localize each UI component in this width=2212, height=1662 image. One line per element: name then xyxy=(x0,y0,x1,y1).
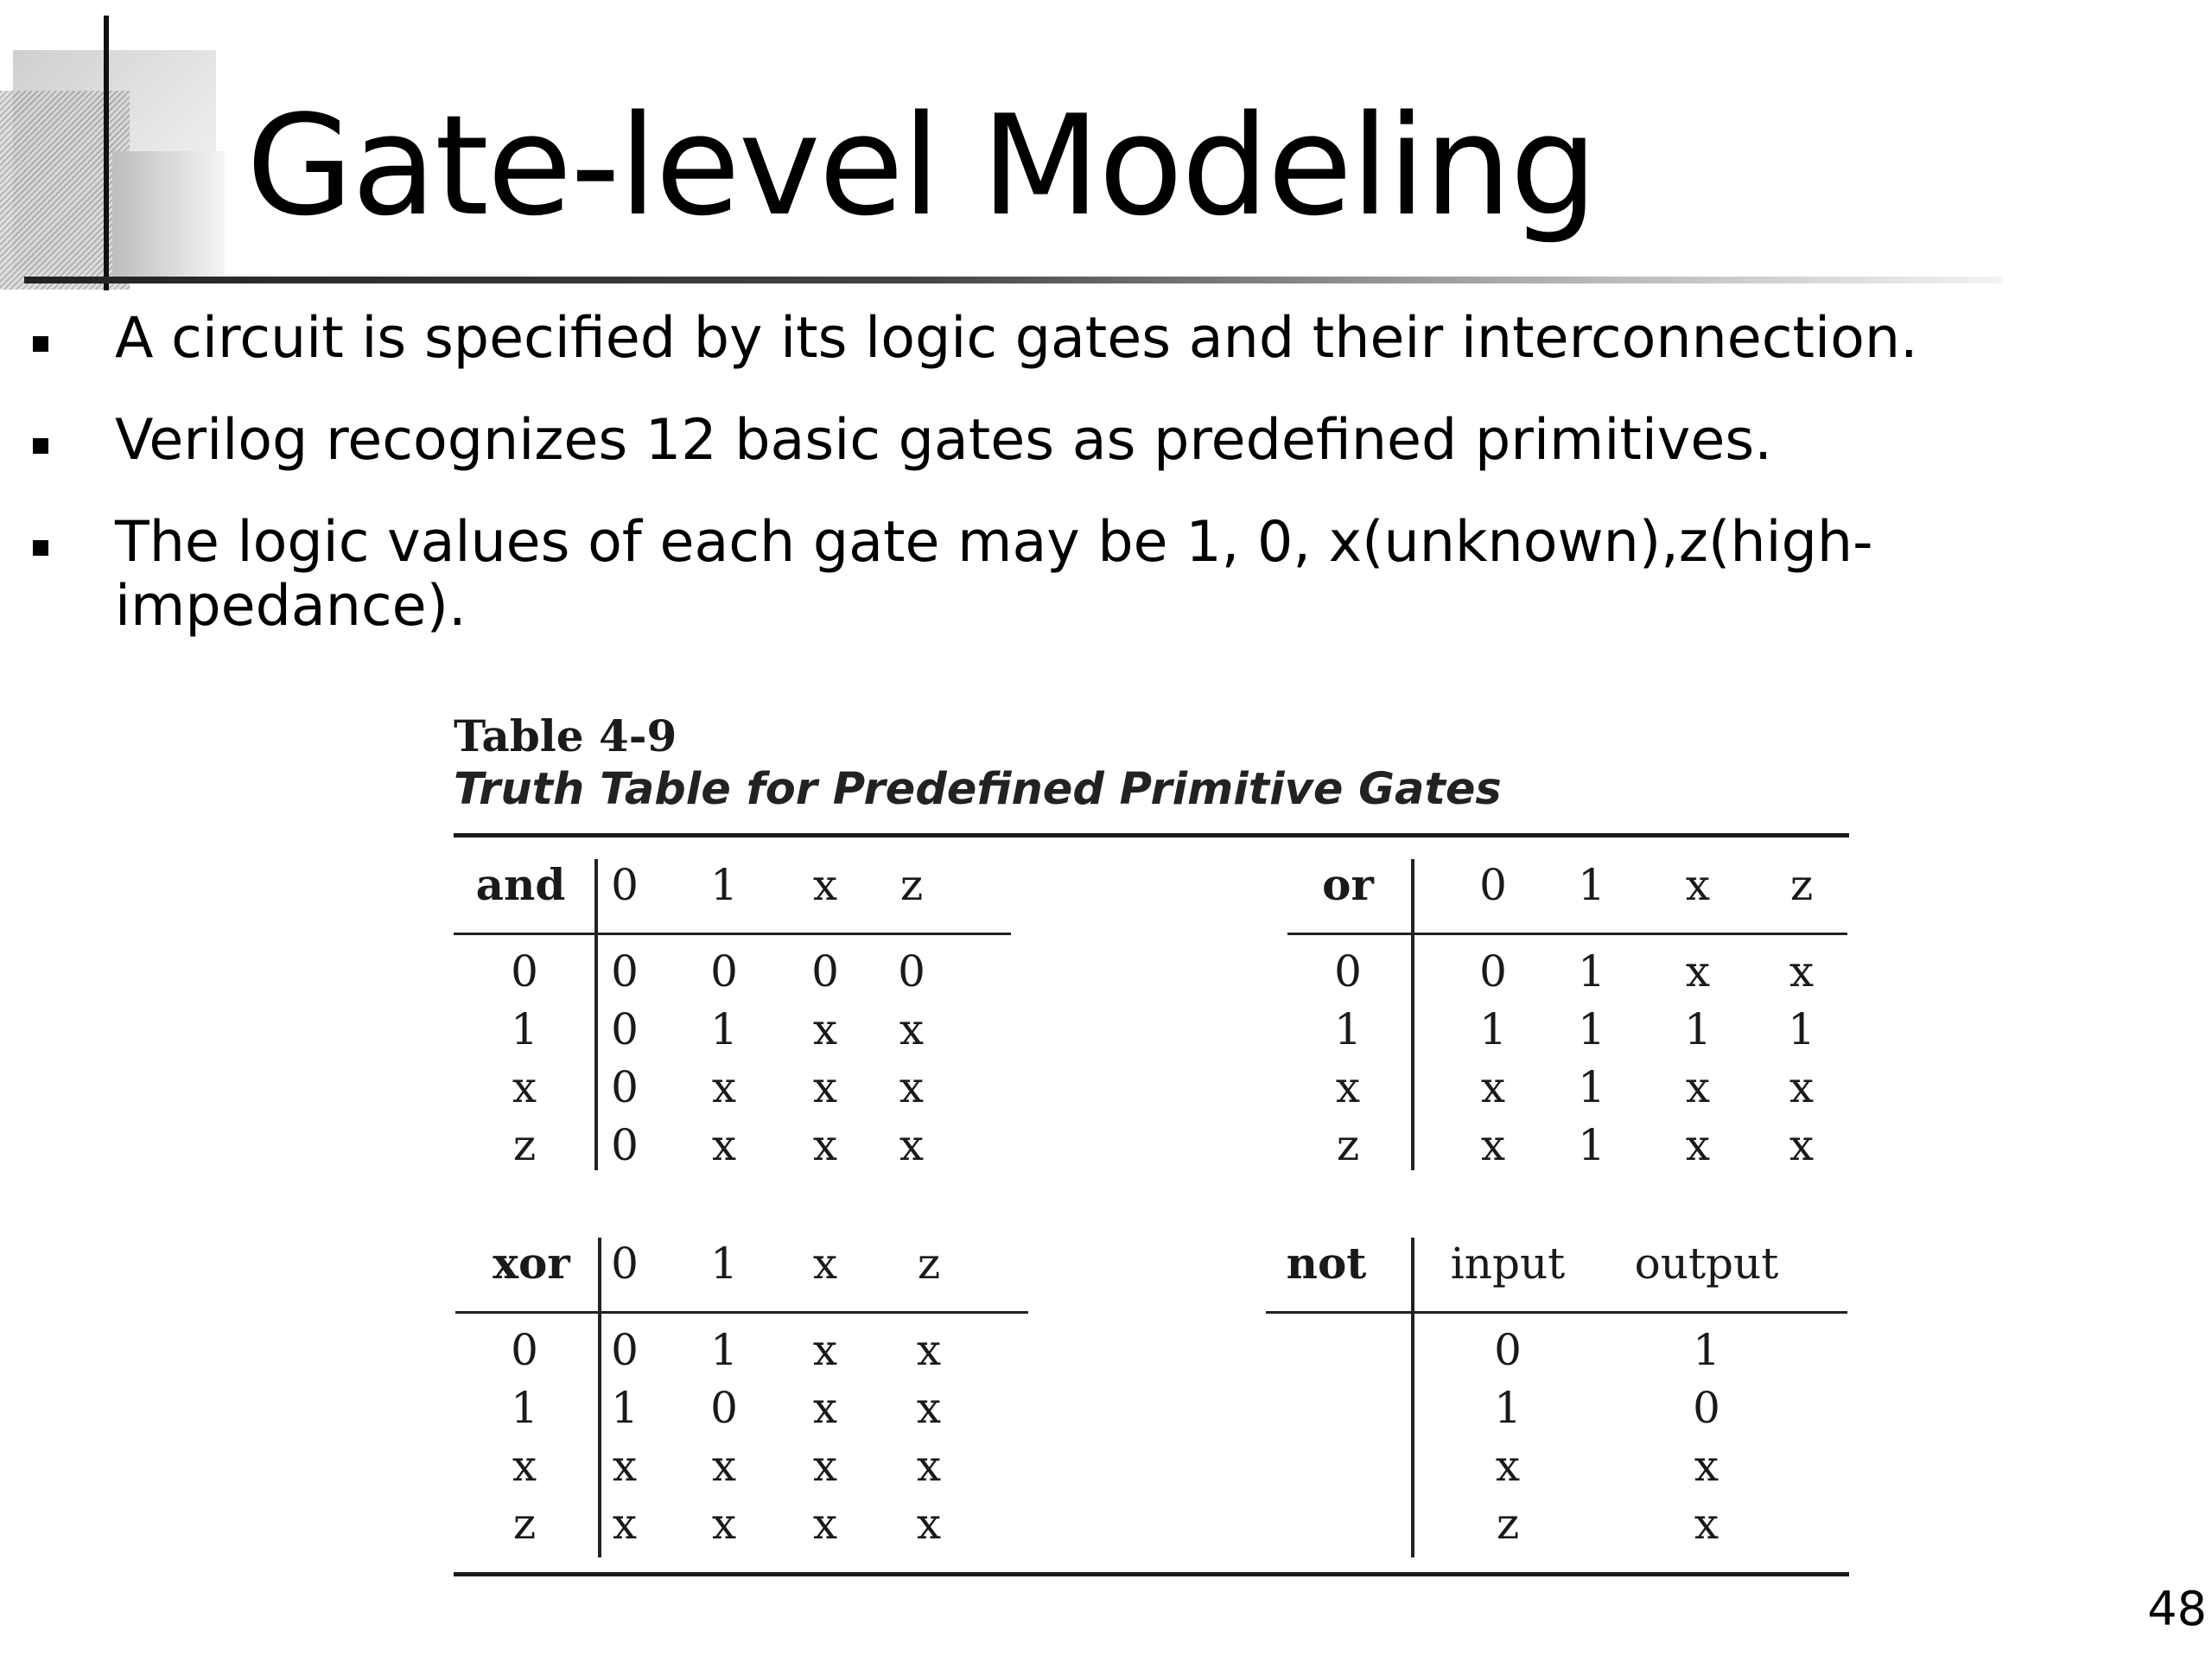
table-cell: x xyxy=(711,1062,737,1112)
table-cell: x xyxy=(612,1441,638,1491)
table-cell: 0 xyxy=(1494,1325,1522,1375)
bullet-text: A circuit is specified by its logic gates and their interconnection. xyxy=(115,306,1918,371)
table-cell: x xyxy=(916,1441,942,1491)
table-cell: x xyxy=(812,1120,838,1170)
bullet-square-icon xyxy=(33,336,48,352)
column-header: x xyxy=(812,1239,838,1289)
table-cell: x xyxy=(1694,1499,1719,1549)
table-cell: x xyxy=(899,1120,925,1170)
table-cell: x xyxy=(612,1499,638,1549)
column-header: z xyxy=(1789,860,1814,910)
column-header: 1 xyxy=(1578,860,1605,910)
column-header: 1 xyxy=(710,860,738,910)
table-cell: x xyxy=(812,1383,838,1433)
table-cell: x xyxy=(1685,946,1711,997)
bullet-square-icon xyxy=(33,540,48,556)
table-cell: x xyxy=(1480,1120,1506,1170)
table-cell: 1 xyxy=(710,1004,738,1054)
table-cell: z xyxy=(1496,1499,1520,1549)
table-cell: x xyxy=(812,1441,838,1491)
table-cell: 1 xyxy=(1334,1004,1362,1054)
column-header: 0 xyxy=(611,1239,639,1289)
table-cell: x xyxy=(899,1062,925,1112)
table-cell: x xyxy=(1789,946,1815,997)
gate-name: not xyxy=(1286,1238,1367,1289)
column-header: x xyxy=(1685,860,1711,910)
table-cell: x xyxy=(1480,1062,1506,1112)
table-cell: x xyxy=(1335,1062,1361,1112)
bullet-item xyxy=(26,307,2082,371)
bullet-list xyxy=(26,307,2082,677)
table-cell: 1 xyxy=(1479,1004,1507,1054)
table-cell: 1 xyxy=(1684,1004,1712,1054)
gate-name: and xyxy=(475,859,566,910)
table-cell: z xyxy=(512,1120,537,1170)
bullet-square-icon xyxy=(33,438,48,454)
truth-table-figure xyxy=(449,710,1858,1592)
table-cell: 0 xyxy=(611,1120,639,1170)
table-label: Table 4-9 xyxy=(454,710,677,761)
page-number: 48 xyxy=(2147,1582,2207,1636)
table-cell: 1 xyxy=(1693,1325,1720,1375)
table-cell: 0 xyxy=(898,946,925,997)
table-cell: 1 xyxy=(1578,1004,1605,1054)
table-cell: x xyxy=(1685,1062,1711,1112)
table-divider xyxy=(1411,859,1414,1170)
column-header: z xyxy=(899,860,924,910)
column-header: z xyxy=(917,1239,941,1289)
table-cell: 0 xyxy=(611,946,639,997)
table-cell: x xyxy=(512,1441,537,1491)
table-cell: 0 xyxy=(1479,946,1507,997)
table-cell: x xyxy=(711,1441,737,1491)
table-cell: 0 xyxy=(511,1325,538,1375)
table-cell: x xyxy=(899,1004,925,1054)
table-cell: x xyxy=(512,1062,537,1112)
column-header: 0 xyxy=(611,860,639,910)
table-cell: 1 xyxy=(511,1383,538,1433)
table-cell: x xyxy=(812,1499,838,1549)
top-rule xyxy=(454,833,1849,837)
table-cell: z xyxy=(512,1499,537,1549)
table-cell: 1 xyxy=(511,1004,538,1054)
column-header: 0 xyxy=(1479,860,1507,910)
table-cell: x xyxy=(1694,1441,1719,1491)
table-cell: x xyxy=(916,1383,942,1433)
gate-name: or xyxy=(1322,859,1374,910)
table-divider xyxy=(455,1311,1028,1314)
table-divider xyxy=(1266,1311,1847,1314)
table-cell: z xyxy=(1336,1120,1360,1170)
table-cell: x xyxy=(1685,1120,1711,1170)
table-cell: 0 xyxy=(611,1325,639,1375)
column-header: input xyxy=(1450,1239,1566,1289)
title-decoration xyxy=(0,0,242,311)
table-cell: x xyxy=(1495,1441,1521,1491)
table-cell: 1 xyxy=(1578,946,1605,997)
bullet-item xyxy=(26,511,1981,639)
table-cell: x xyxy=(711,1499,737,1549)
table-caption: Truth Table for Predefined Primitive Gates xyxy=(454,764,1502,815)
table-cell: x xyxy=(711,1120,737,1170)
table-cell: x xyxy=(916,1325,942,1375)
table-divider xyxy=(454,933,1011,935)
table-cell: x xyxy=(812,1325,838,1375)
table-cell: 0 xyxy=(1334,946,1362,997)
table-cell: 0 xyxy=(710,1383,738,1433)
column-header: output xyxy=(1634,1239,1779,1289)
table-cell: 0 xyxy=(611,1004,639,1054)
table-cell: 1 xyxy=(611,1383,639,1433)
column-header: 1 xyxy=(710,1239,738,1289)
table-cell: x xyxy=(916,1499,942,1549)
column-header: x xyxy=(812,860,838,910)
table-divider xyxy=(1411,1238,1414,1557)
table-cell: 0 xyxy=(511,946,538,997)
table-cell: x xyxy=(1789,1120,1815,1170)
bullet-item xyxy=(26,409,2082,473)
table-divider xyxy=(1287,933,1847,935)
table-cell: 1 xyxy=(1494,1383,1522,1433)
bullet-text: Verilog recognizes 12 basic gates as predefined primitives. xyxy=(115,408,1772,473)
title-underline xyxy=(24,277,2003,283)
slide-title: Gate-level Modeling xyxy=(246,85,1597,246)
gate-name: xor xyxy=(493,1238,570,1289)
table-cell: 1 xyxy=(1578,1062,1605,1112)
table-cell: 1 xyxy=(1788,1004,1815,1054)
table-cell: 0 xyxy=(811,946,839,997)
table-cell: 0 xyxy=(611,1062,639,1112)
table-cell: x xyxy=(812,1062,838,1112)
bullet-text: The logic values of each gate may be 1, 0, x(unknown),z(high-impedance). xyxy=(115,510,1873,639)
table-cell: 1 xyxy=(1578,1120,1605,1170)
table-cell: 1 xyxy=(710,1325,738,1375)
table-cell: 0 xyxy=(710,946,738,997)
table-cell: 0 xyxy=(1693,1383,1720,1433)
table-cell: x xyxy=(1789,1062,1815,1112)
bottom-rule xyxy=(454,1572,1849,1576)
table-cell: x xyxy=(812,1004,838,1054)
